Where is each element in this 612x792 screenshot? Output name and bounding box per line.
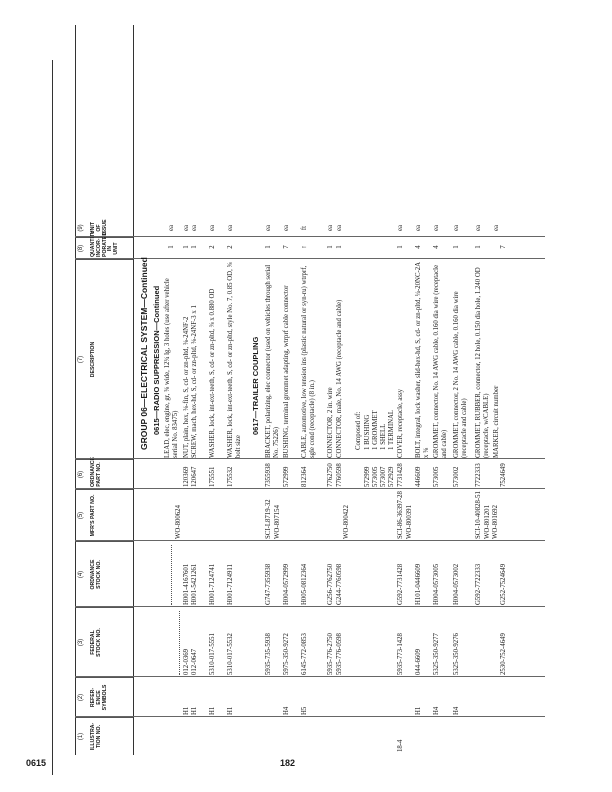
description: GROMMET, connector, No. 14 AWG cable, 0.160 dia wire (receptacle and cable): [433, 264, 449, 458]
ordnance-part-no: 7524649: [500, 463, 507, 487]
page-number: 182: [280, 758, 296, 768]
reference-symbol: H4: [453, 706, 460, 715]
description: BRACKET, polarizing, elec connector (used on vehicles through serial No. 75226): [265, 264, 281, 458]
unit-of-issue: ea: [283, 224, 290, 232]
quantity: 7: [500, 245, 507, 249]
ordnance-stock-no: H001-5421261: [191, 563, 198, 605]
description: LEAD, elec, engine, gr, ⅝ wide, 12¾ lg, 3 holes (use after vehicle serial No. 83475): [164, 278, 180, 458]
unit-of-issue: ea: [397, 224, 404, 232]
leader-dots: [171, 545, 172, 605]
column-rule: [75, 540, 545, 541]
federal-stock-no: 044-6609: [415, 648, 422, 675]
mfr-part-no: WO-800422: [343, 505, 350, 539]
unit-of-issue: ea: [168, 224, 175, 232]
description: 1 SHELL: [380, 423, 387, 450]
ordnance-part-no: 7731428: [397, 463, 404, 487]
quantity: 1: [453, 245, 460, 249]
ordnance-part-no: 572999: [283, 466, 290, 487]
mfr-part-no: SCI-L8719-32: [265, 499, 272, 539]
description: WASHER, lock, int-ext-teeth, S, cd- or zn-pltd, ⅜ x 0.880 OD: [209, 288, 216, 458]
unit-of-issue: ea: [336, 224, 343, 232]
column-rule: [75, 676, 545, 677]
unit-of-issue: ea: [227, 224, 234, 232]
federal-stock-no: 5310-017-5551: [209, 633, 216, 675]
ordnance-stock-no: G592-7722333: [475, 563, 482, 605]
mfr-part-no: WO-800391: [406, 505, 413, 539]
section-title-trailer-coupling: 0617—TRAILER COUPLING: [251, 336, 260, 435]
ordnance-part-no: 7760598: [336, 463, 343, 487]
federal-stock-no: 5935-776-0598: [336, 633, 343, 675]
header-federal-stock-no: (3) FEDERAL STOCK NO.: [75, 607, 133, 677]
quantity: 4: [415, 245, 422, 249]
description: NUT, plain, hex, ⅜-fin, S, cd- or zn-pltd, ⅜-24NF-2: [183, 316, 190, 458]
description: 1 BUSHING: [364, 414, 371, 450]
page-label: 0615: [26, 758, 47, 768]
description: CABLE, automotive, low tension ins (plastic natural or syn-ru) wtrprf, sgle cond (receptacle) (8 in.): [301, 265, 317, 458]
unit-of-issue: ea: [191, 224, 198, 232]
reference-symbol: H1: [209, 706, 216, 715]
ordnance-part-no: 7762750: [327, 463, 334, 487]
unit-of-issue: ea: [475, 224, 482, 232]
quantity: 1: [475, 245, 482, 249]
reference-symbol: H5: [301, 706, 308, 715]
ordnance-part-no: 175551: [209, 466, 216, 487]
illustration-no: 18-4: [397, 739, 404, 752]
mfr-part-no: WO-801201: [484, 505, 491, 539]
unit-of-issue: ea: [415, 224, 422, 232]
reference-symbol: H1: [227, 706, 234, 715]
reference-symbol: H4: [433, 706, 440, 715]
column-rule: [75, 458, 545, 459]
header-description: (7) DESCRIPTION: [75, 259, 133, 459]
ordnance-part-no: 446609: [415, 466, 422, 487]
ordnance-stock-no: H001-7124911: [227, 564, 234, 605]
unit-of-issue: ea: [327, 224, 334, 232]
ordnance-stock-no: G256-7762750: [327, 563, 334, 605]
ordnance-stock-no: G252-7524649: [500, 563, 507, 605]
ordnance-part-no: 120647: [191, 466, 198, 487]
federal-stock-no: 5310-017-5532: [227, 633, 234, 675]
column-rule: [75, 488, 545, 489]
header-ordnance-part-no: (6) ORDNANCE PART NO.: [75, 459, 133, 489]
ordnance-stock-no: G747-7355938: [265, 563, 272, 605]
ordnance-part-no: 7355938: [265, 463, 272, 487]
description: BOLT, integral, lock washer, slid-hex-hd, S, cd- or zn-pltd, ¼-20NC-2A x ⅝: [415, 262, 431, 458]
header-reference-symbols: (2) REFER- ENCE SYMBOLS: [75, 677, 133, 717]
mfr-part-no: SCI-10-40828-51: [475, 491, 482, 539]
ordnance-stock-no: H101-0446609: [415, 563, 422, 605]
description: CONNECTOR, 2 in. wire: [327, 387, 334, 458]
unit-of-issue: ea: [493, 224, 500, 232]
federal-stock-no: 5325-350-9277: [433, 633, 440, 675]
description: WASHER, lock, int-ext-teeth, S, cd- or zn-pltd, style No. 7, 0.85 OD, ⅝ bolt size: [227, 262, 243, 458]
ordnance-stock-no: H001-4167601: [183, 563, 190, 605]
mfr-part-no: WO-801692: [492, 505, 499, 539]
ordnance-part-no: 812364: [301, 466, 308, 487]
section-title-radio-suppression: 0615—RADIO SUPPRESSION—Continued: [152, 285, 161, 435]
unit-of-issue: ea: [183, 224, 190, 232]
left-margin-rule: [52, 60, 53, 775]
quantity: 1: [327, 245, 334, 249]
unit-of-issue: ea: [453, 224, 460, 232]
ordnance-stock-no: H001-7124741: [209, 563, 216, 605]
ordnance-stock-no: H004-0573002: [453, 563, 460, 605]
header-ordnance-stock-no: (4) ORDNANCE STOCK NO.: [75, 541, 133, 607]
description: 1 TERMINAL: [388, 409, 395, 450]
quantity: 4: [433, 245, 440, 249]
reference-symbol: H1: [183, 706, 190, 715]
header-quantity: (8) QUANTITY INCOR- PORATED IN UNIT: [75, 237, 133, 259]
federal-stock-no: 6145-772-0853: [301, 633, 308, 675]
ordnance-stock-no: H005-0812364: [301, 563, 308, 605]
header-mfrs-part-no: (5) MFR'S PART NO.: [75, 489, 133, 541]
description: CONNECTOR, male, No. 14 AWG (receptacle and cable): [336, 299, 343, 458]
header-unit-of-issue: (9) UNIT OF ISSUE: [78, 219, 108, 235]
unit-of-issue: ea: [209, 224, 216, 232]
mfr-part-no: WO-800624: [175, 505, 182, 539]
quantity: 2: [209, 245, 216, 249]
federal-stock-no: 2530-752-4649: [500, 633, 507, 675]
group-title: GROUP 06—ELECTRICAL SYSTEM—Continued: [139, 257, 149, 450]
column-rule: [75, 606, 545, 607]
quantity: 1: [168, 245, 175, 249]
quantity: ↑: [301, 245, 308, 249]
header-illustration-no: (1) ILLUSTRA- TION NO.: [75, 717, 133, 755]
ordnance-part-no: 573007: [380, 466, 387, 487]
quantity: 1: [265, 245, 272, 249]
ordnance-part-no: 573002: [453, 466, 460, 487]
ordnance-stock-no: H004-0572999: [283, 563, 290, 605]
description: GROMMET, RUBBER, connector, 12 hole, 0.150 dia hole, 1.240 OD (receptacle, w/CABLE): [475, 267, 491, 458]
reference-symbol: H4: [283, 706, 290, 715]
federal-stock-no: 5975-350-9272: [283, 633, 290, 675]
reference-symbol: H1: [191, 706, 198, 715]
quantity: 1: [183, 245, 190, 249]
description: Composed of:: [355, 411, 362, 450]
description: 1 GROMMET: [372, 410, 379, 450]
federal-stock-no: 012-0647: [191, 648, 198, 675]
quantity: 1: [336, 245, 343, 249]
quantity: 7: [283, 245, 290, 249]
ordnance-stock-no: H004-0573005: [433, 563, 440, 605]
federal-stock-no: 5935-735-5938: [265, 633, 272, 675]
description: COVER, receptacle, assy: [397, 388, 404, 458]
parts-table: [75, 25, 545, 755]
reference-symbol: H1: [415, 706, 422, 715]
ordnance-part-no: 175532: [227, 466, 234, 487]
ordnance-part-no: 7722333: [475, 463, 482, 487]
header-rule: [133, 25, 134, 755]
federal-stock-no: 5935-776-2750: [327, 633, 334, 675]
description: SCREW, mach, hex-hd, S, cd- or zn-pltd, ⅜-24NF-3 x 1: [191, 305, 198, 458]
description: BUSHING, terminal grommet adapting, wtrprf cable connector: [283, 285, 290, 458]
quantity: 1: [397, 245, 404, 249]
ordnance-stock-no: G592-7731428: [397, 563, 404, 605]
mfr-part-no: WO-807154: [274, 505, 281, 539]
description: GROMMET, connector, 2 No. 14 AWG cable, 0.160 dia wire (receptacle and cable): [453, 291, 469, 458]
unit-of-issue: ft: [301, 225, 308, 231]
mfr-part-no: SCI-86-36397-28: [397, 491, 404, 539]
federal-stock-no: 5935-773-1428: [397, 633, 404, 675]
federal-stock-no: 5325-350-9276: [453, 633, 460, 675]
ordnance-part-no: 572999: [364, 466, 371, 487]
ordnance-stock-no: G244-7760598: [336, 563, 343, 605]
quantity: 2: [227, 245, 234, 249]
unit-of-issue: ea: [433, 224, 440, 232]
ordnance-part-no: 120369: [183, 466, 190, 487]
description: MARKER, circuit number: [493, 385, 500, 458]
quantity: 1: [191, 245, 198, 249]
unit-of-issue: ea: [265, 224, 272, 232]
federal-stock-no: 012-0369: [183, 648, 190, 675]
ordnance-part-no: 573005: [433, 466, 440, 487]
leader-dots: [179, 611, 180, 675]
ordnance-part-no: 573005: [372, 466, 379, 487]
ordnance-part-no: 572929: [388, 466, 395, 487]
column-rule: [75, 716, 545, 717]
